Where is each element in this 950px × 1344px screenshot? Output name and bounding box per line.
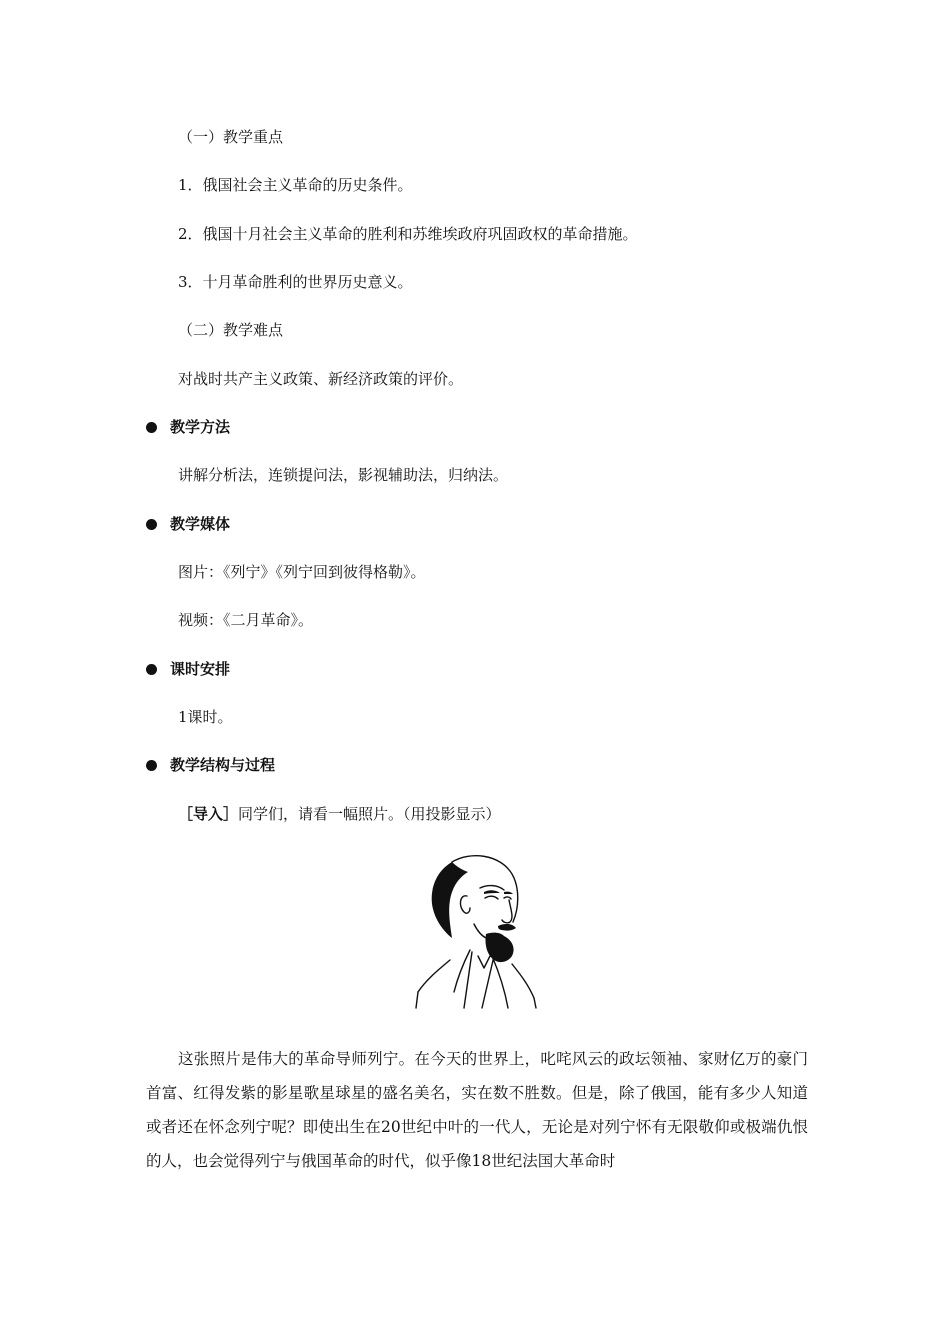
focus-item-1: 1．俄国社会主义革命的历史条件。 [178, 176, 413, 194]
schedule-title: 课时安排 [170, 660, 231, 678]
focus-item-2: 2．俄国十月社会主义革命的胜利和苏维埃政府巩固政权的革命措施。 [178, 225, 638, 243]
bullet-icon [146, 422, 157, 433]
focus-heading: （一）教学重点 [178, 128, 284, 146]
focus-item-3: 3．十月革命胜利的世界历史意义。 [178, 273, 413, 291]
difficulty-heading: （二）教学难点 [178, 321, 284, 339]
media-video: 视频：《二月革命》。 [178, 611, 314, 629]
intro-line [178, 804, 501, 824]
structure-title: 教学结构与过程 [170, 756, 276, 774]
lenin-portrait-icon [412, 852, 538, 1010]
methods-text: 讲解分析法，连锁提问法，影视辅助法，归纳法。 [178, 466, 509, 484]
intro-label: ［导入］ [178, 805, 239, 823]
media-images: 图片：《列宁》《列宁回到彼得格勒》。 [178, 563, 426, 581]
difficulty-text: 对战时共产主义政策、新经济政策的评价。 [178, 370, 464, 388]
intro-paragraph: 这张照片是伟大的革命导师列宁。在今天的世界上，叱咤风云的政坛领袖、家财亿万的豪门首富、红得发紫的影星歌星球星的盛名美名，实在数不胜数。但是，除了俄国，能有多少人知道或者还在怀念列宁呢？即使出生在20世纪中叶的一代人，无论是对列宁怀有无限敬仰或极端仇恨的人，也会觉得列宁与俄国革命的时代，似乎像18世纪法国大革命时 [146, 1050, 808, 1170]
media-title: 教学媒体 [170, 515, 231, 533]
bullet-icon [146, 760, 157, 771]
section-schedule [146, 659, 230, 679]
bullet-icon [146, 664, 157, 675]
section-media [146, 514, 230, 534]
intro-text: 同学们，请看一幅照片。（用投影显示） [238, 805, 501, 823]
bullet-icon [146, 519, 157, 530]
section-methods [146, 417, 230, 437]
section-structure [146, 755, 275, 775]
schedule-text: 1课时。 [178, 708, 233, 726]
methods-title: 教学方法 [170, 418, 231, 436]
